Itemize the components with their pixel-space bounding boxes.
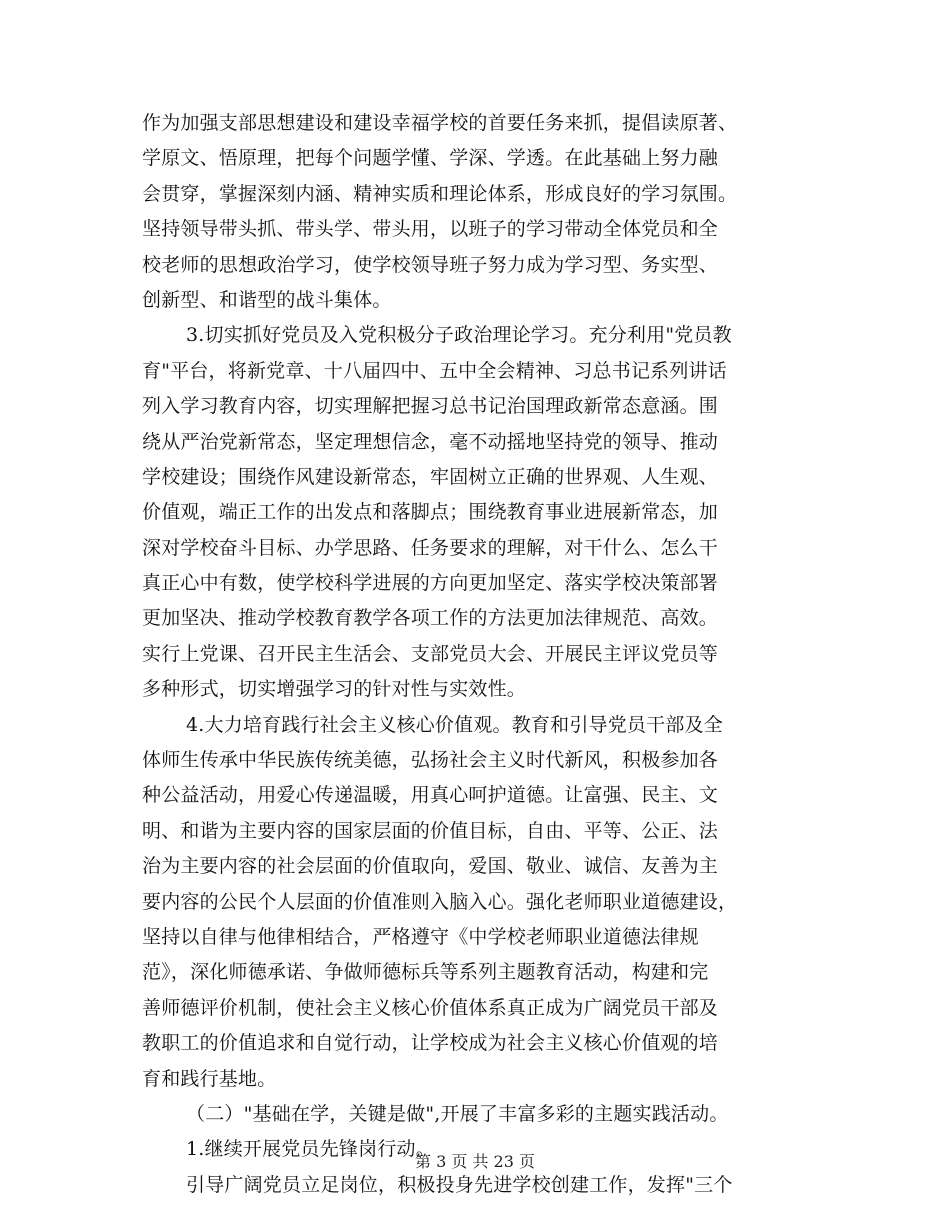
page-number-footer: 第 3 页 共 23 页	[415, 1152, 535, 1171]
text-line: 绕从严治党新常态，坚定理想信念，毫不动摇地坚持党的领导、推动	[142, 430, 719, 453]
text-line: 善师德评价机制，使社会主义核心价值体系真正成为广阔党员干部及	[142, 996, 719, 1019]
text-line: 教职工的价值追求和自觉行动，让学校成为社会主义核心价值观的培	[142, 1032, 719, 1055]
text-line: 真正心中有数，使学校科学进展的方向更加坚定、落实学校决策部署	[142, 572, 719, 595]
text-line: 育和践行基地。	[142, 1067, 277, 1090]
text-line: 深对学校奋斗目标、办学思路、任务要求的理解，对干什么、怎么干	[142, 536, 719, 559]
text-line: 引导广阔党员立足岗位，积极投身先进学校创建工作，发挥"三个	[186, 1173, 733, 1196]
text-line: 范》，深化师德承诺、争做师德标兵等系列主题教育活动，构建和完	[142, 961, 709, 984]
paragraph-heading-4: 4.大力培育践行社会主义核心价值观。教育和引导党员干部及全	[186, 713, 723, 736]
text-line: 校老师的思想政治学习，使学校领导班子努力成为学习型、务实型、	[142, 253, 719, 276]
text-line: 明、和谐为主要内容的国家层面的价值目标，自由、平等、公正、法	[142, 819, 719, 842]
text-line: 作为加强支部思想建设和建设幸福学校的首要任务来抓，提倡读原著、	[142, 112, 738, 134]
text-line: 治为主要内容的社会层面的价值取向，爱国、敬业、诚信、友善为主	[142, 855, 719, 878]
text-line: 体师生传承中华民族传统美德，弘扬社会主义时代新风，积极参加各	[142, 749, 719, 772]
document-body	[142, 106, 810, 1203]
text-line: 要内容的公民个人层面的价值准则入脑入心。强化老师职业道德建设，	[142, 890, 738, 913]
text-line: 学校建设；围绕作风建设新常态，牢固树立正确的世界观、人生观、	[142, 465, 719, 488]
text-line: 实行上党课、召开民主生活会、支部党员大会、开展民主评议党员等	[142, 642, 719, 665]
text-line: 学原文、悟原理，把每个问题学懂、学深、学透。在此基础上努力融	[142, 147, 719, 170]
section-heading: （二）"基础在学，关键是做",开展了丰富多彩的主题实践活动。	[186, 1102, 729, 1125]
text-line: 坚持领导带头抓、带头学、带头用，以班子的学习带动全体党员和全	[142, 218, 719, 241]
text-line: 育"平台，将新党章、十八届四中、五中全会精神、习总书记系列讲话	[142, 359, 727, 382]
text-line: 更加坚决、推动学校教育教学各项工作的方法更加法律规范、高效。	[142, 607, 719, 630]
text-line: 多种形式，切实增强学习的针对性与实效性。	[142, 678, 527, 701]
paragraph-heading-3: 3.切实抓好党员及入党积极分子政治理论学习。充分利用"党员教	[186, 324, 732, 347]
text-line: 种公益活动，用爱心传递温暖，用真心呵护道德。让富强、民主、文	[142, 784, 719, 807]
text-line: 列入学习教育内容，切实理解把握习总书记治国理政新常态意涵。围	[142, 395, 719, 418]
text-line: 会贯穿，掌握深刻内涵、精神实质和理论体系，形成良好的学习氛围。	[142, 182, 738, 205]
subsection-heading: 1.继续开展党员先锋岗行动。	[186, 1138, 435, 1161]
text-line: 价值观，端正工作的出发点和落脚点；围绕教育事业进展新常态，加	[142, 501, 719, 524]
text-line: 创新型、和谐型的战斗集体。	[142, 288, 392, 311]
text-line: 坚持以自律与他律相结合，严格遵守《中学校老师职业道德法律规	[142, 925, 699, 948]
